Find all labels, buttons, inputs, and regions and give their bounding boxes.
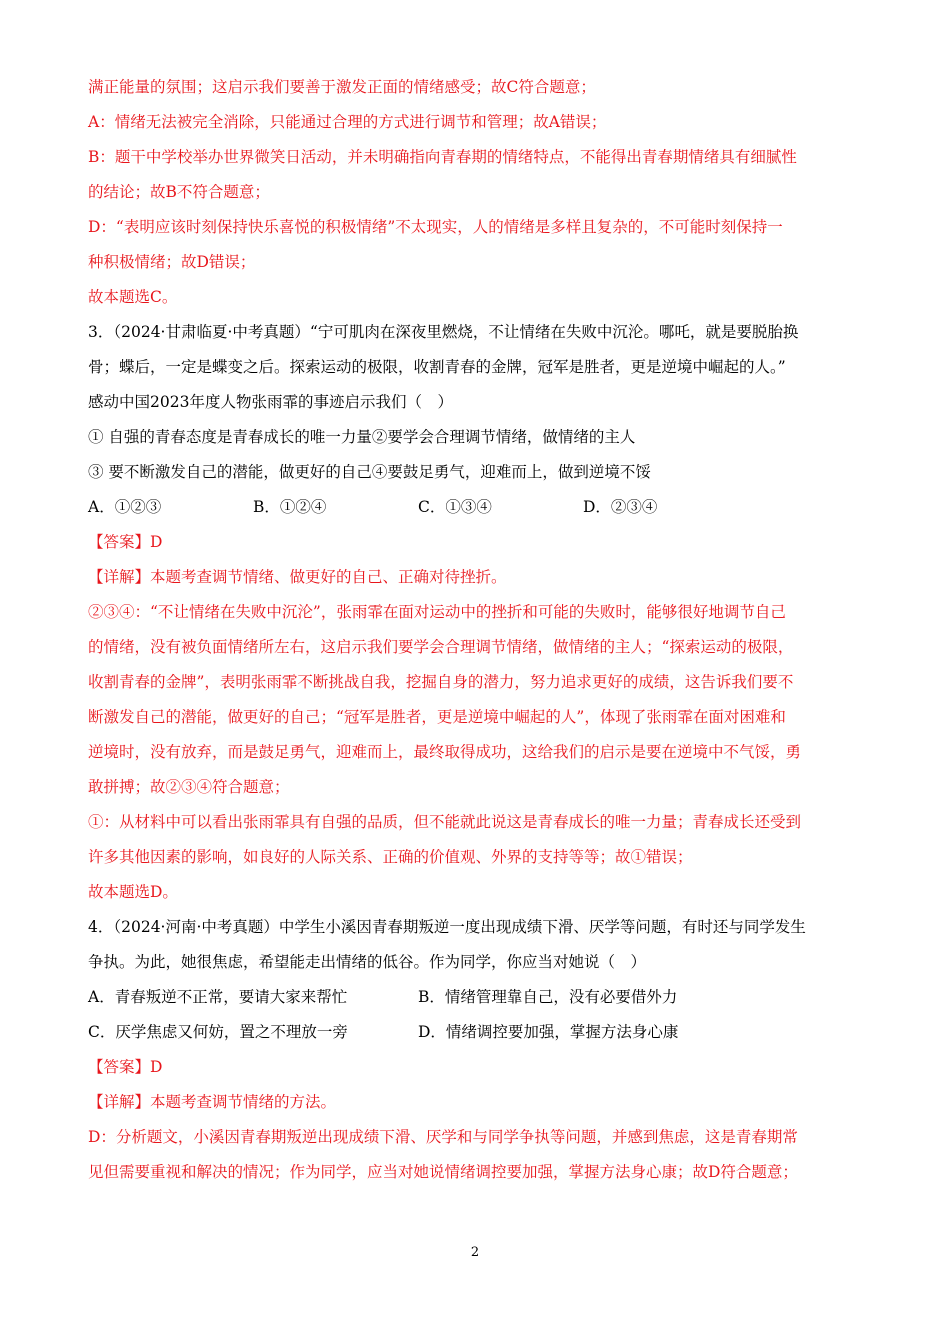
text-line: A：情绪无法被完全消除，只能通过合理的方式进行调节和管理；故A错误；	[88, 113, 607, 131]
text-line: 种积极情绪；故D错误；	[88, 253, 256, 271]
question-4-stem: 争执。为此，她很焦虑，希望能走出情绪的低谷。作为同学，你应当对她说（ ）	[88, 953, 647, 971]
analysis-line: 的情绪，没有被负面情绪所左右，这启示我们要学会合理调节情绪，做情绪的主人；“探索运动的极限，	[88, 638, 794, 656]
question-3-detail: 【详解】本题考查调节情绪、做更好的自己、正确对待挫折。	[88, 568, 507, 586]
text-line: B：题干中学校举办世界微笑日活动，并未明确指向青春期的情绪特点，不能得出青春期情绪具有细腻性	[88, 148, 797, 166]
option-d: D．情绪调控要加强，掌握方法身心康	[418, 1023, 679, 1041]
question-3-statement: ③ 要不断激发自己的潜能，做更好的自己④要鼓足勇气，迎难而上，做到逆境不馁	[88, 463, 651, 481]
question-4-detail: 【详解】本题考查调节情绪的方法。	[88, 1093, 337, 1111]
analysis-line: ②③④：“不让情绪在失败中沉沦”，张雨霏在面对运动中的挫折和可能的失败时，能够很好地调节自己	[88, 603, 786, 621]
option-c: C．厌学焦虑又何妨，置之不理放一旁	[88, 1023, 348, 1041]
question-3-answer: 【答案】D	[88, 533, 163, 551]
question-4-options-row	[88, 980, 863, 1015]
analysis-line: 收割青春的金牌”，表明张雨霏不断挑战自我，挖掘自身的潜力，努力追求更好的成绩，这告诉我们要不	[88, 673, 794, 691]
option-a: A．①②③	[88, 498, 162, 516]
text-line: 的结论；故B不符合题意；	[88, 183, 270, 201]
option-b: B．情绪管理靠自己，没有必要借外力	[418, 988, 678, 1006]
analysis-line: 见但需要重视和解决的情况；作为同学，应当对她说情绪调控要加强，掌握方法身心康；故D符合题意；	[88, 1163, 798, 1181]
text-line: D：“表明应该时刻保持快乐喜悦的积极情绪”不太现实，人的情绪是多样且复杂的，不可能时刻保持一	[88, 218, 783, 236]
analysis-line: 故本题选D。	[88, 883, 178, 901]
analysis-line: 断激发自己的潜能，做更好的自己；“冠军是胜者，更是逆境中崛起的人”，体现了张雨霏在面对困难和	[88, 708, 786, 726]
analysis-line: 许多其他因素的影响，如良好的人际关系、正确的价值观、外界的支持等等；故①错误；	[88, 848, 693, 866]
page-number: 2	[470, 1245, 480, 1260]
option-b: B．①②④	[253, 498, 327, 516]
question-3-statement: ① 自强的青春态度是青春成长的唯一力量②要学会合理调节情绪，做情绪的主人	[88, 428, 636, 446]
question-3-options	[88, 490, 863, 525]
text-line: 故本题选C。	[88, 288, 178, 306]
question-4-options-row	[88, 1015, 863, 1050]
question-3-stem: 感动中国2023年度人物张雨霏的事迹启示我们（ ）	[88, 393, 453, 411]
option-a: A．青春叛逆不正常，要请大家来帮忙	[88, 988, 348, 1006]
analysis-line: 敢拼搏；故②③④符合题意；	[88, 778, 290, 796]
question-4-stem: 4．（2024·河南·中考真题）中学生小溪因青春期叛逆一度出现成绩下滑、厌学等问题，有时还与同学发生	[88, 918, 806, 936]
document-page	[88, 70, 863, 1190]
option-d: D．②③④	[583, 498, 658, 516]
question-4-answer: 【答案】D	[88, 1058, 163, 1076]
analysis-line: ①：从材料中可以看出张雨霏具有自强的品质，但不能就此说这是青春成长的唯一力量；青春成长还受到	[88, 813, 802, 831]
question-3-stem: 3．（2024·甘肃临夏·中考真题）“宁可肌肉在深夜里燃烧，不让情绪在失败中沉沦。哪吒，就是要脱胎换	[88, 323, 799, 341]
text-line: 满正能量的氛围；这启示我们要善于激发正面的情绪感受；故C符合题意；	[88, 78, 596, 96]
option-c: C．①③④	[418, 498, 492, 516]
analysis-line: D：分析题文，小溪因青春期叛逆出现成绩下滑、厌学和与同学争执等问题，并感到焦虑，这是青春期常	[88, 1128, 798, 1146]
question-3-stem: 骨；蝶后，一定是蝶变之后。探索运动的极限，收割青春的金牌，冠军是胜者，更是逆境中崛起的人。”	[88, 358, 786, 376]
analysis-line: 逆境时，没有放弃，而是鼓足勇气，迎难而上，最终取得成功，这给我们的启示是要在逆境中不气馁，勇	[88, 743, 802, 761]
